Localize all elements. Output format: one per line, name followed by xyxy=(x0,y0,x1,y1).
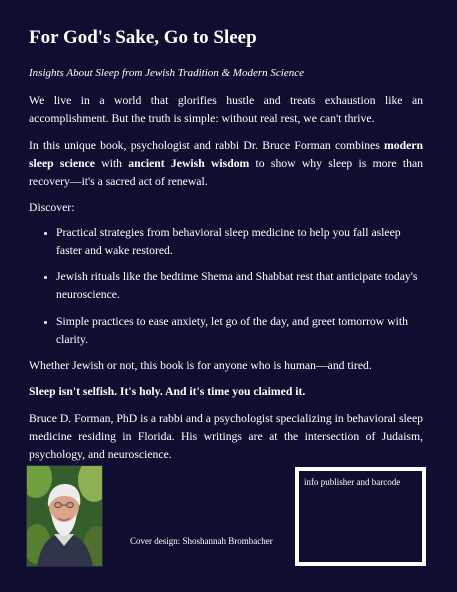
book-paragraph-bold-science: modern sleep science xyxy=(29,138,423,170)
author-photo-illustration xyxy=(27,466,102,566)
author-photo xyxy=(26,465,103,567)
discover-label: Discover: xyxy=(29,201,75,215)
discover-item: • Jewish rituals like the bedtime Shema and Shabbat rest that anticipate today's neuroscience. xyxy=(56,268,423,305)
discover-item: • Practical strategies from behavioral sleep medicine to help you fall asleep faster and wake restored. xyxy=(56,224,423,261)
cover-copy xyxy=(29,92,423,472)
discover-item: • Simple practices to ease anxiety, let go of the day, and greet tomorrow with clarity. xyxy=(56,313,423,350)
barcode-placeholder-label: info publisher and barcode xyxy=(304,477,401,487)
author-bio: Bruce D. Forman, PhD is a rabbi and a psychologist specializing in behavioral sleep medicine residing in Florida. His writings are at the intersection of Judaism, psychology, and neuroscience. xyxy=(29,411,423,461)
book-subtitle: Insights About Sleep from Jewish Tradition & Modern Science xyxy=(29,67,304,79)
book-paragraph xyxy=(29,137,423,192)
book-paragraph-post: to show why sleep is more than recovery—it's a sacred act of renewal. xyxy=(29,156,423,188)
book-title: For God's Sake, Go to Sleep xyxy=(29,27,257,48)
intro-paragraph: We live in a world that glorifies hustle and treats exhaustion like an accomplishment. But the truth is simple: without real rest, we can't thrive. xyxy=(29,94,423,126)
book-paragraph-mid: with xyxy=(94,156,129,170)
discover-list xyxy=(29,224,423,350)
book-paragraph-bold-wisdom: ancient Jewish wisdom xyxy=(128,156,250,170)
audience-paragraph: Whether Jewish or not, this book is for anyone who is human—and tired. xyxy=(29,359,372,372)
book-paragraph-pre: In this unique book, psychologist and rabbi Dr. Bruce Forman combines xyxy=(29,138,385,152)
barcode-placeholder-box xyxy=(295,467,426,566)
closing-line: Sleep isn't selfish. It's holy. And it's time you claimed it. xyxy=(29,385,306,399)
cover-design-credit: Cover design: Shoshannah Brombacher xyxy=(130,536,273,546)
